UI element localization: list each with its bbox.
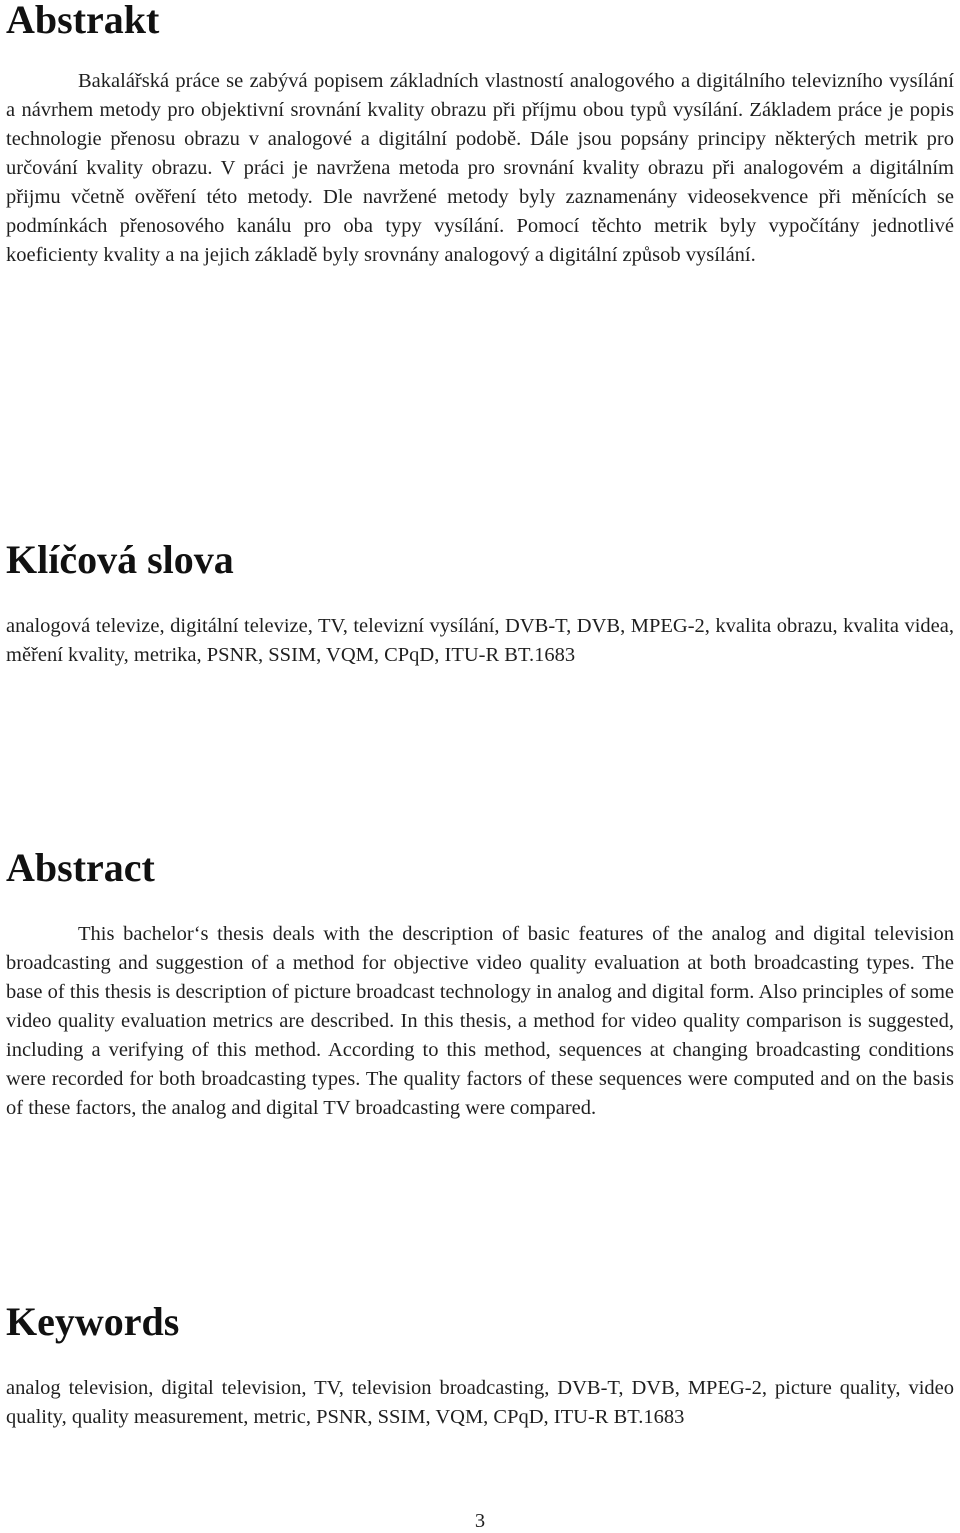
keywords-paragraph: analog television, digital television, TV, television broadcasting, DVB-T, DVB, MPEG-2, picture quality, video quality, quality measurement, metric, PSNR, SSIM, VQM, CPqD, ITU-R BT.1683 [6, 1377, 954, 1428]
abstrakt-heading: Abstrakt [6, 0, 160, 42]
keywords-heading: Keywords [6, 1299, 180, 1344]
page-number: 3 [474, 1510, 486, 1532]
abstract-paragraph: This bachelor‘s thesis deals with the description of basic features of the analog and digital television broadcasting and suggestion of a method for objective video quality evaluation at both broadcasting types. The base of this thesis is description of picture broadcast technology in analog and digital form. Also principles of some video quality evaluation metrics are described. In this thesis, a method for video quality comparison is suggested, including a verifying of this method. According to this method, sequences at changing broadcasting conditions were recorded for both broadcasting types. The quality factors of these sequences were computed and on the basis of these factors, the analog and digital TV broadcasting were compared. [6, 923, 954, 1119]
abstrakt-paragraph: Bakalářská práce se zabývá popisem základních vlastností analogového a digitálního televizního vysílání a návrhem metody pro objektivní srovnání kvality obrazu při příjmu obou typů vysílání. Základem práce je popis technologie přenosu obrazu v analogové a digitální podobě. Dále jsou popsány principy některých metrik pro určování kvality obrazu. V práci je navržena metoda pro srovnání kvality obrazu při analogovém a digitálním přijmu včetně ověření této metody. Dle navržené metody byly zaznamenány videosekvence při měnících se podmínkách přenosového kanálu pro oba typy vysílání. Pomocí těchto metrik byly vypočítány jednotlivé koeficienty kvality a na jejich základě byly srovnány analogový a digitální způsob vysílání. [6, 70, 954, 266]
abstract-heading: Abstract [6, 845, 155, 890]
klicova-slova-heading: Klíčová slova [6, 537, 234, 582]
klicova-slova-paragraph: analogová televize, digitální televize, TV, televizní vysílání, DVB-T, DVB, MPEG-2, kvalita obrazu, kvalita videa, měření kvality, metrika, PSNR, SSIM, VQM, CPqD, ITU-R BT.1683 [6, 615, 954, 666]
